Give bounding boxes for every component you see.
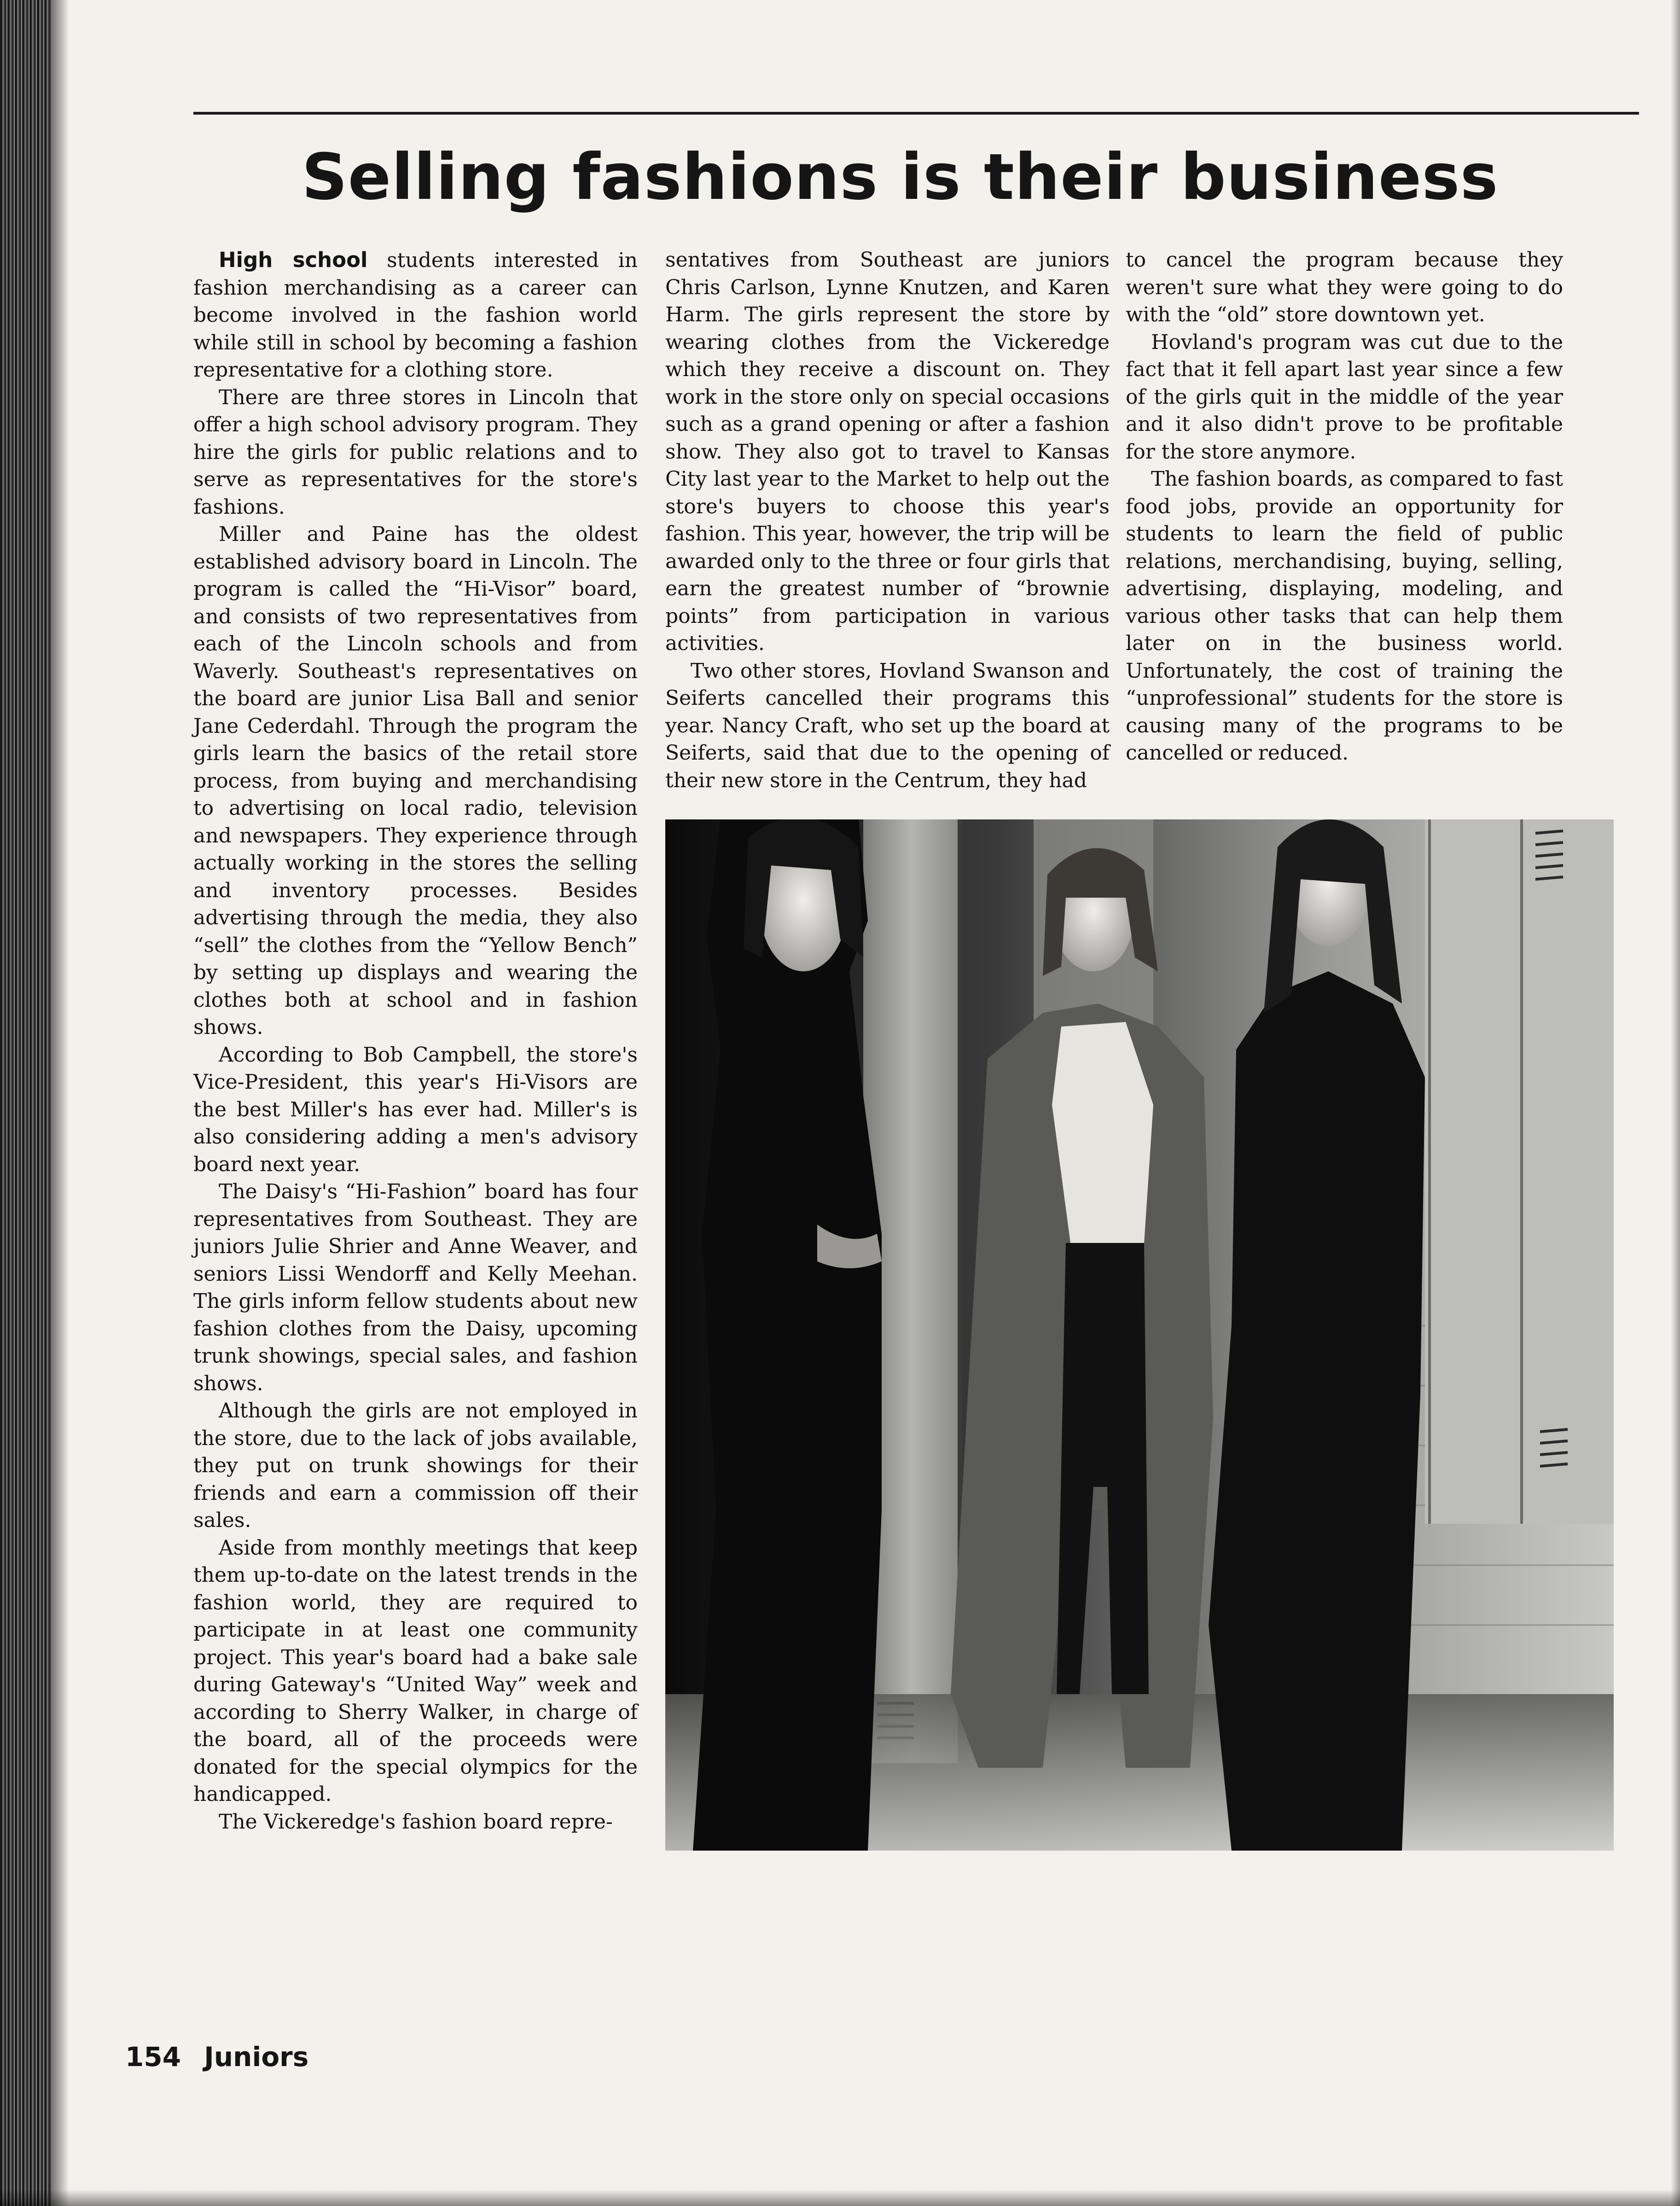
page-number: 154 bbox=[125, 2041, 181, 2072]
header-rule bbox=[193, 112, 1639, 115]
paragraph: Two other stores, Hovland Swanson and Seiferts cancelled their programs this year. Nancy Craft, who set up the board at Seiferts, said that due to the opening of their new store in the Centrum, they had bbox=[665, 659, 1110, 792]
binding-shadow bbox=[51, 0, 69, 2206]
paragraph: Hovland's program was cut due to the fact that it fell apart last year since a few of the girls quit in the middle of the year and it also didn't prove to be profitable for the store anymore. bbox=[1126, 330, 1563, 464]
article-column-3 bbox=[1126, 246, 1563, 767]
paragraph: Although the girls are not employed in the store, due to the lack of jobs available, they put on trunk showings for their friends and earn a commission off their sales. bbox=[193, 1399, 638, 1532]
article-column-2 bbox=[665, 246, 1110, 794]
paragraph-text: students interested in fashion merchandising as a career can become involved in the fashion world while still in school by becoming a fashion representative for a clothing store. bbox=[193, 249, 638, 382]
article-headline: Selling fashions is their business bbox=[302, 140, 1499, 214]
book-binding bbox=[0, 0, 51, 2206]
paragraph bbox=[193, 246, 638, 384]
paragraph: According to Bob Campbell, the store's Vice-President, this year's Hi-Visors are the best Miller's has ever had. Miller's is also considering adding a men's advisory board next year. bbox=[193, 1043, 638, 1176]
lead-in-text: High school bbox=[219, 248, 368, 272]
paragraph: Aside from monthly meetings that keep them up-to-date on the latest trends in the fashion world, they are required to participate in at least one community project. This year's board had a bake sale during Gateway's “United Way” week and according to Sherry Walker, in charge of the board, all of the proceeds were donated for the special olympics for the handicapped. bbox=[193, 1536, 638, 1806]
page-edge-bottom bbox=[0, 2189, 1680, 2206]
photo-image bbox=[665, 819, 1614, 1851]
paragraph: The Daisy's “Hi-Fashion” board has four representatives from Southeast. They are juniors Julie Shrier and Anne Weaver, and seniors Lissi Wendorff and Kelly Meehan. The girls inform fellow students about new fashion clothes from the Daisy, upcoming trunk showings, special sales, and fashion shows. bbox=[193, 1180, 638, 1395]
paragraph: The fashion boards, as compared to fast food jobs, provide an opportunity for students to learn the field of public relations, merchandising, buying, selling, advertising, displaying, modeling, and various other tasks that can help them later on in the business world. Unfortunately, the cost of training the “unprofessional” students for the store is causing many of the programs to be cancelled or reduced. bbox=[1126, 467, 1563, 765]
paragraph: Miller and Paine has the oldest established advisory board in Lincoln. The program is called the “Hi-Visor” board, and consists of two representatives from each of the Lincoln schools and from Waverly. Southeast's representatives on the board are junior Lisa Ball and senior Jane Cederdahl. Through the program the girls learn the basics of the retail store process, from buying and merchandising to advertising on local radio, television and newspapers. They experience through actually working in the stores the selling and inventory processes. Besides advertising through the media, they also “sell” the clothes from the “Yellow Bench” by setting up displays and wearing the clothes both at school and in fashion shows. bbox=[193, 522, 638, 1039]
article-column-1 bbox=[193, 246, 638, 1835]
section-name: Juniors bbox=[204, 2041, 309, 2072]
page-folio bbox=[125, 2038, 308, 2075]
page-edge-right bbox=[1671, 0, 1680, 2206]
paragraph: sentatives from Southeast are juniors Chris Carlson, Lynne Knutzen, and Karen Harm. The girls represent the store by wearing clothes from the Vickeredge which they receive a discount on. They work in the store only on special occasions such as a grand opening or after a fashion show. They also got to travel to Kansas City last year to the Market to help out the store's buyers to choose this year's fashion. This year, however, the trip will be awarded only to the three or four girls that earn the greatest number of “brownie points” from participation in various activities. bbox=[665, 248, 1110, 655]
paragraph: The Vickeredge's fashion board repre- bbox=[219, 1810, 613, 1834]
photo-three-girls-at-lockers bbox=[665, 819, 1614, 1851]
paragraph: to cancel the program because they weren't sure what they were going to do with the “old” store downtown yet. bbox=[1126, 248, 1563, 326]
paragraph: There are three stores in Lincoln that offer a high school advisory program. They hire the girls for public relations and to serve as representatives for the store's fashions. bbox=[193, 385, 638, 519]
